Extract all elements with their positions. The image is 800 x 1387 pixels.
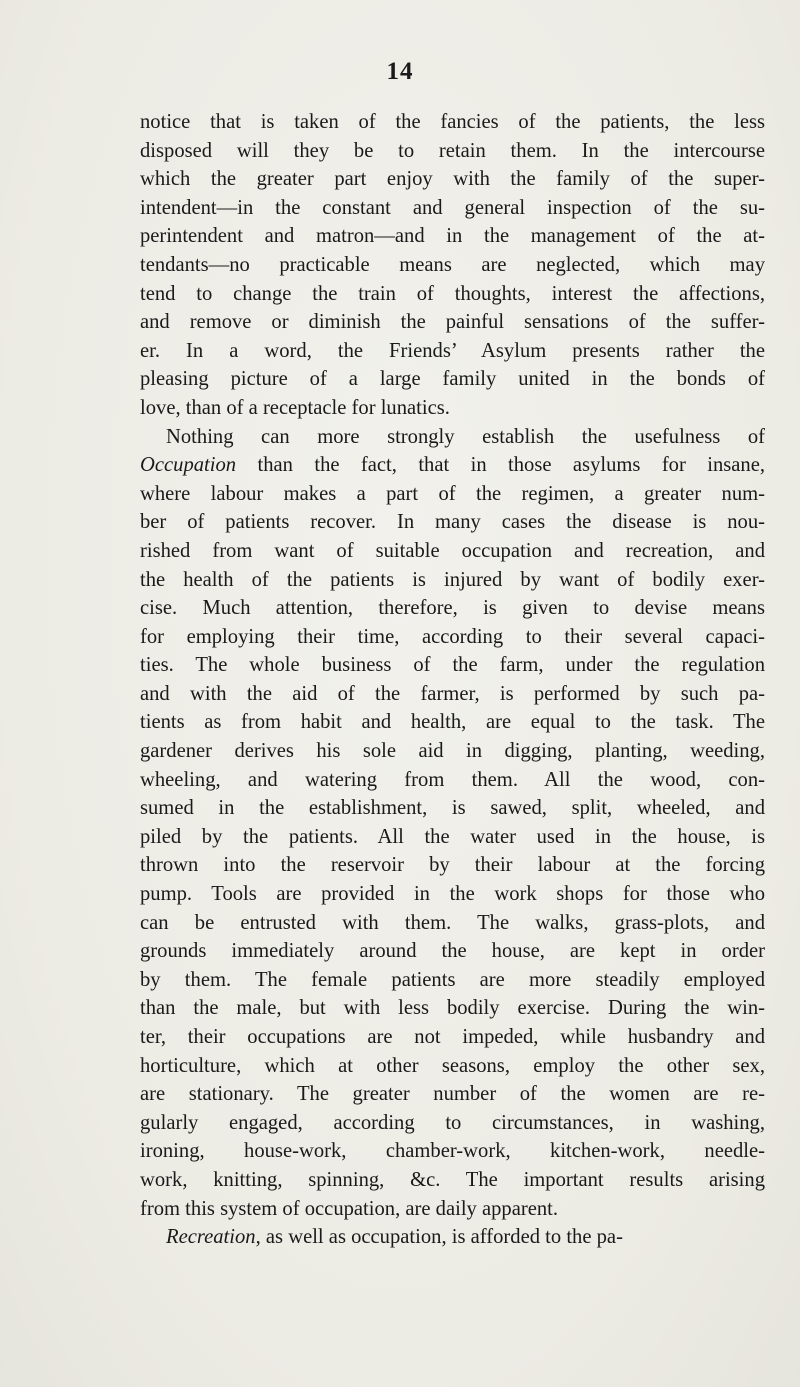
- text-segment: gardener derives his sole aid in digging, planting, weeding,: [140, 740, 765, 763]
- text-segment: , as well as occupation, is afforded to the pa-: [255, 1226, 623, 1249]
- text-line: [140, 623, 765, 652]
- page-number: 14: [386, 58, 414, 85]
- text-segment: work, knitting, spinning, &c. The important results arising: [140, 1168, 765, 1191]
- text-line: [140, 222, 765, 251]
- text-line: [140, 966, 765, 995]
- text-segment: tients as from habit and health, are equal to the task. The: [140, 711, 765, 734]
- text-line: [140, 937, 765, 966]
- text-line: [140, 1052, 765, 1081]
- text-line: [140, 337, 765, 366]
- text-segment: er. In a word, the Friends’ Asylum presents rather the: [140, 339, 765, 362]
- text-line: [140, 194, 765, 223]
- text-segment: intendent—in the constant and general inspection of the su-: [140, 196, 765, 219]
- text-line: [140, 1223, 765, 1252]
- text-segment: wheeling, and watering from them. All the wood, con-: [140, 768, 765, 791]
- text-segment: ber of patients recover. In many cases the disease is nou-: [140, 511, 765, 534]
- text-line: [140, 251, 765, 280]
- text-line: [140, 480, 765, 509]
- text-segment: grounds immediately around the house, are kept in order: [140, 940, 765, 963]
- text-segment: are stationary. The greater number of the women are re-: [140, 1083, 765, 1106]
- text-segment: ironing, house-work, chamber-work, kitchen-work, needle-: [140, 1140, 765, 1163]
- text-segment: and remove or diminish the painful sensations of the suffer-: [140, 311, 765, 334]
- text-segment: piled by the patients. All the water used in the house, is: [140, 825, 765, 848]
- text-line: [140, 451, 765, 480]
- text-segment: cise. Much attention, therefore, is given to devise means: [140, 597, 765, 620]
- text-segment: by them. The female patients are more steadily employed: [140, 968, 765, 991]
- text-line: [140, 1195, 765, 1224]
- text-line: [140, 308, 765, 337]
- text-line: [140, 737, 765, 766]
- text-line: [140, 1137, 765, 1166]
- text-line: [140, 594, 765, 623]
- text-line: [140, 165, 765, 194]
- text-line: [140, 1080, 765, 1109]
- text-line: [140, 708, 765, 737]
- text-segment: and with the aid of the farmer, is performed by such pa-: [140, 682, 765, 705]
- body-text: [140, 108, 765, 1252]
- text-segment: tendants—no practicable means are neglected, which may: [140, 253, 765, 276]
- text-segment: horticulture, which at other seasons, employ the other sex,: [140, 1054, 765, 1077]
- text-segment: ties. The whole business of the farm, under the regulation: [140, 654, 765, 677]
- text-line: [140, 651, 765, 680]
- text-line: [140, 851, 765, 880]
- italic-term: Recreation: [166, 1226, 256, 1249]
- text-segment: Nothing can more strongly establish the usefulness of: [166, 425, 765, 448]
- text-line: [140, 394, 765, 423]
- text-segment: disposed will they be to retain them. In the intercourse: [140, 139, 765, 162]
- text-line: [140, 137, 765, 166]
- text-segment: pump. Tools are provided in the work shops for those who: [140, 883, 765, 906]
- text-segment: from this system of occupation, are daily apparent.: [140, 1197, 559, 1220]
- text-line: [140, 1166, 765, 1195]
- text-line: [140, 537, 765, 566]
- text-segment: than the male, but with less bodily exercise. During the win-: [140, 997, 765, 1020]
- text-segment: tend to change the train of thoughts, interest the affections,: [140, 282, 765, 305]
- text-segment: which the greater part enjoy with the family of the super-: [140, 168, 765, 191]
- text-segment: where labour makes a part of the regimen, a greater num-: [140, 482, 765, 505]
- text-line: [140, 508, 765, 537]
- text-line: [140, 794, 765, 823]
- text-segment: the health of the patients is injured by want of bodily exer-: [140, 568, 765, 591]
- text-segment: ter, their occupations are not impeded, while husbandry and: [140, 1026, 765, 1048]
- text-line: [140, 365, 765, 394]
- text-segment: rished from want of suitable occupation and recreation, and: [140, 539, 765, 562]
- text-line: [140, 680, 765, 709]
- text-segment: love, than of a receptacle for lunatics.: [140, 396, 450, 419]
- text-segment: pleasing picture of a large family united in the bonds of: [140, 368, 765, 391]
- text-line: [140, 1023, 765, 1052]
- text-line: [140, 566, 765, 595]
- text-line: [140, 994, 765, 1023]
- text-segment: than the fact, that in those asylums for insane,: [236, 454, 765, 477]
- text-segment: for employing their time, according to their several capaci-: [140, 625, 765, 648]
- text-line: [140, 823, 765, 852]
- text-segment: gularly engaged, according to circumstances, in washing,: [140, 1111, 765, 1134]
- text-line: [140, 909, 765, 938]
- text-segment: can be entrusted with them. The walks, grass-plots, and: [140, 911, 765, 934]
- text-line: [140, 880, 765, 909]
- text-line: [140, 1109, 765, 1138]
- text-segment: thrown into the reservoir by their labour at the forcing: [140, 854, 765, 877]
- text-line: [140, 766, 765, 795]
- text-line: [140, 280, 765, 309]
- text-segment: sumed in the establishment, is sawed, split, wheeled, and: [140, 797, 765, 820]
- text-line: [140, 423, 765, 452]
- italic-term: Occupation: [140, 454, 237, 477]
- text-segment: notice that is taken of the fancies of the patients, the less: [140, 111, 765, 133]
- text-line: [140, 108, 765, 137]
- text-segment: perintendent and matron—and in the management of the at-: [140, 225, 765, 248]
